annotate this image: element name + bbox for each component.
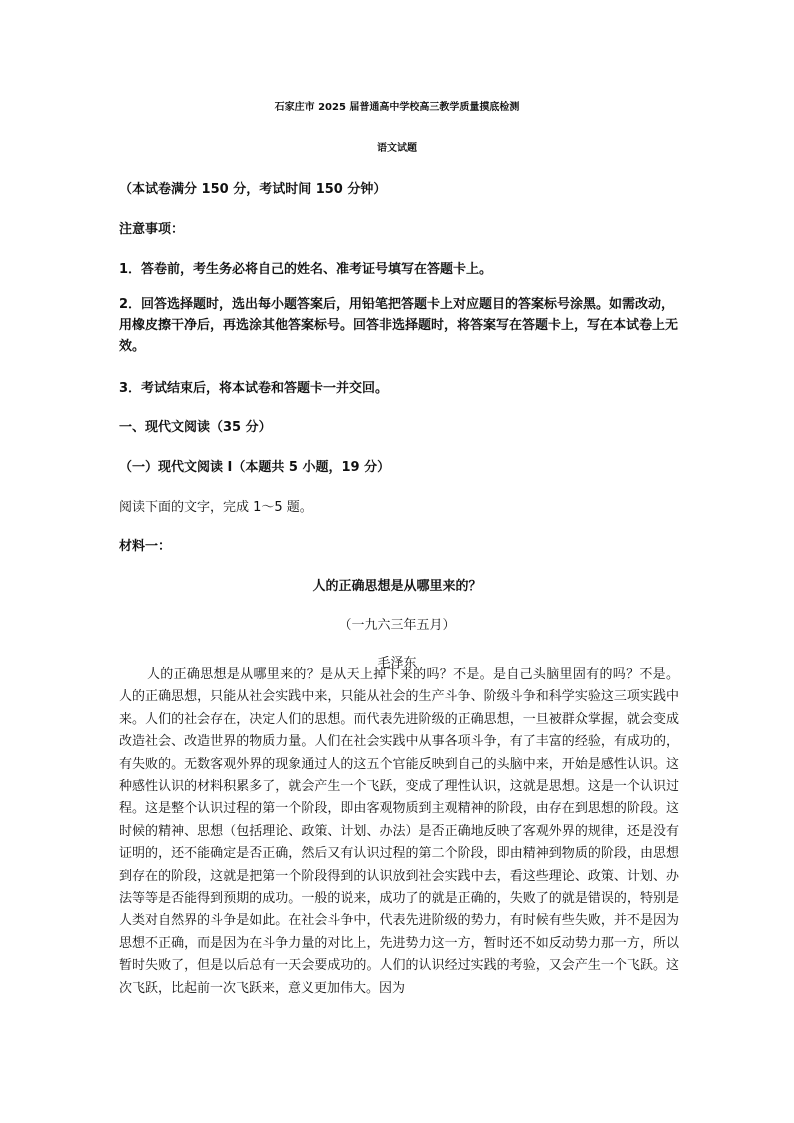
reading-instruction: 阅读下面的文字，完成 1～5 题。 xyxy=(119,500,313,515)
subject-title: 语文试题 xyxy=(377,143,417,154)
notice-heading: 注意事项： xyxy=(119,222,185,237)
notice-item-2: 2．回答选择题时，选出每小题答案后，用铅笔把答题卡上对应题目的答案标号涂黑。如需改动，用橡皮擦干净后，再选涂其他答案标号。回答非选择题时，将答案写在答题卡上，写在本试卷上无效。 xyxy=(119,297,679,354)
section-title: 一、现代文阅读（35 分） xyxy=(119,420,272,435)
notice-item-3: 3．考试结束后，将本试卷和答题卡一并交回。 xyxy=(119,381,389,396)
article-date: （一九六三年五月） xyxy=(338,618,456,633)
article-author: 毛泽东 xyxy=(377,656,417,671)
exam-title: 石家庄市 2025 届普通高中学校高三教学质量摸底检测 xyxy=(274,102,520,113)
exam-info: （本试卷满分 150 分，考试时间 150 分钟） xyxy=(119,182,387,197)
article-body: 人的正确思想是从哪里来的？是从天上掉下来的吗？不是。是自己头脑里固有的吗？不是。人的正确思想，只能从社会实践中来，只能从社会的生产斗争、阶级斗争和科学实验这三项实践中来。人们的社会存在，决定人们的思想。而代表先进阶级的正确思想，一旦被群众掌握，就会变成改造社会、改造世界的物质力量。人们在社会实践中从事各项斗争，有了丰富的经验，有成功的，有失败的。无数客观外界的现象通过人的这五个官能反映到自己的头脑中来，开始是感性认识。这种感性认识的材料积累多了，就会产生一个飞跃，变成了理性认识，这就是思想。这是一个认识过程。这是整个认识过程的第一个阶段，即由客观物质到主观精神的阶段，由存在到思想的阶段。这时候的精神、思想（包括理论、政策、计划、办法）是否正确地反映了客观外界的规律，还是没有证明的，还不能确定是否正确，然后又有认识过程的第二个阶段，即由精神到物质的阶段，由思想到存在的阶段，这就是把第一个阶段得到的认识放到社会实践中去，看这些理论、政策、计划、办法等等是否能得到预期的成功。一般的说来，成功了的就是正确的，失败了的就是错误的，特别是人类对自然界的斗争是如此。在社会斗争中，代表先进阶级的势力，有时候有些失败，并不是因为思想不正确，而是因为在斗争力量的对比上，先进势力这一方，暂时还不如反动势力那一方，所以暂时失败了，但是以后总有一天会要成功的。人们的认识经过实践的考验，又会产生一个飞跃。这次飞跃，比起前一次飞跃来，意义更加伟大。因为 xyxy=(119,667,679,996)
material-label: 材料一： xyxy=(119,539,172,554)
notice-item-1: 1．答卷前，考生务必将自己的姓名、准考证号填写在答题卡上。 xyxy=(119,262,493,277)
article-title: 人的正确思想是从哪里来的？ xyxy=(312,579,482,594)
subsection-title: （一）现代文阅读 Ⅰ（本题共 5 小题，19 分） xyxy=(119,460,391,475)
